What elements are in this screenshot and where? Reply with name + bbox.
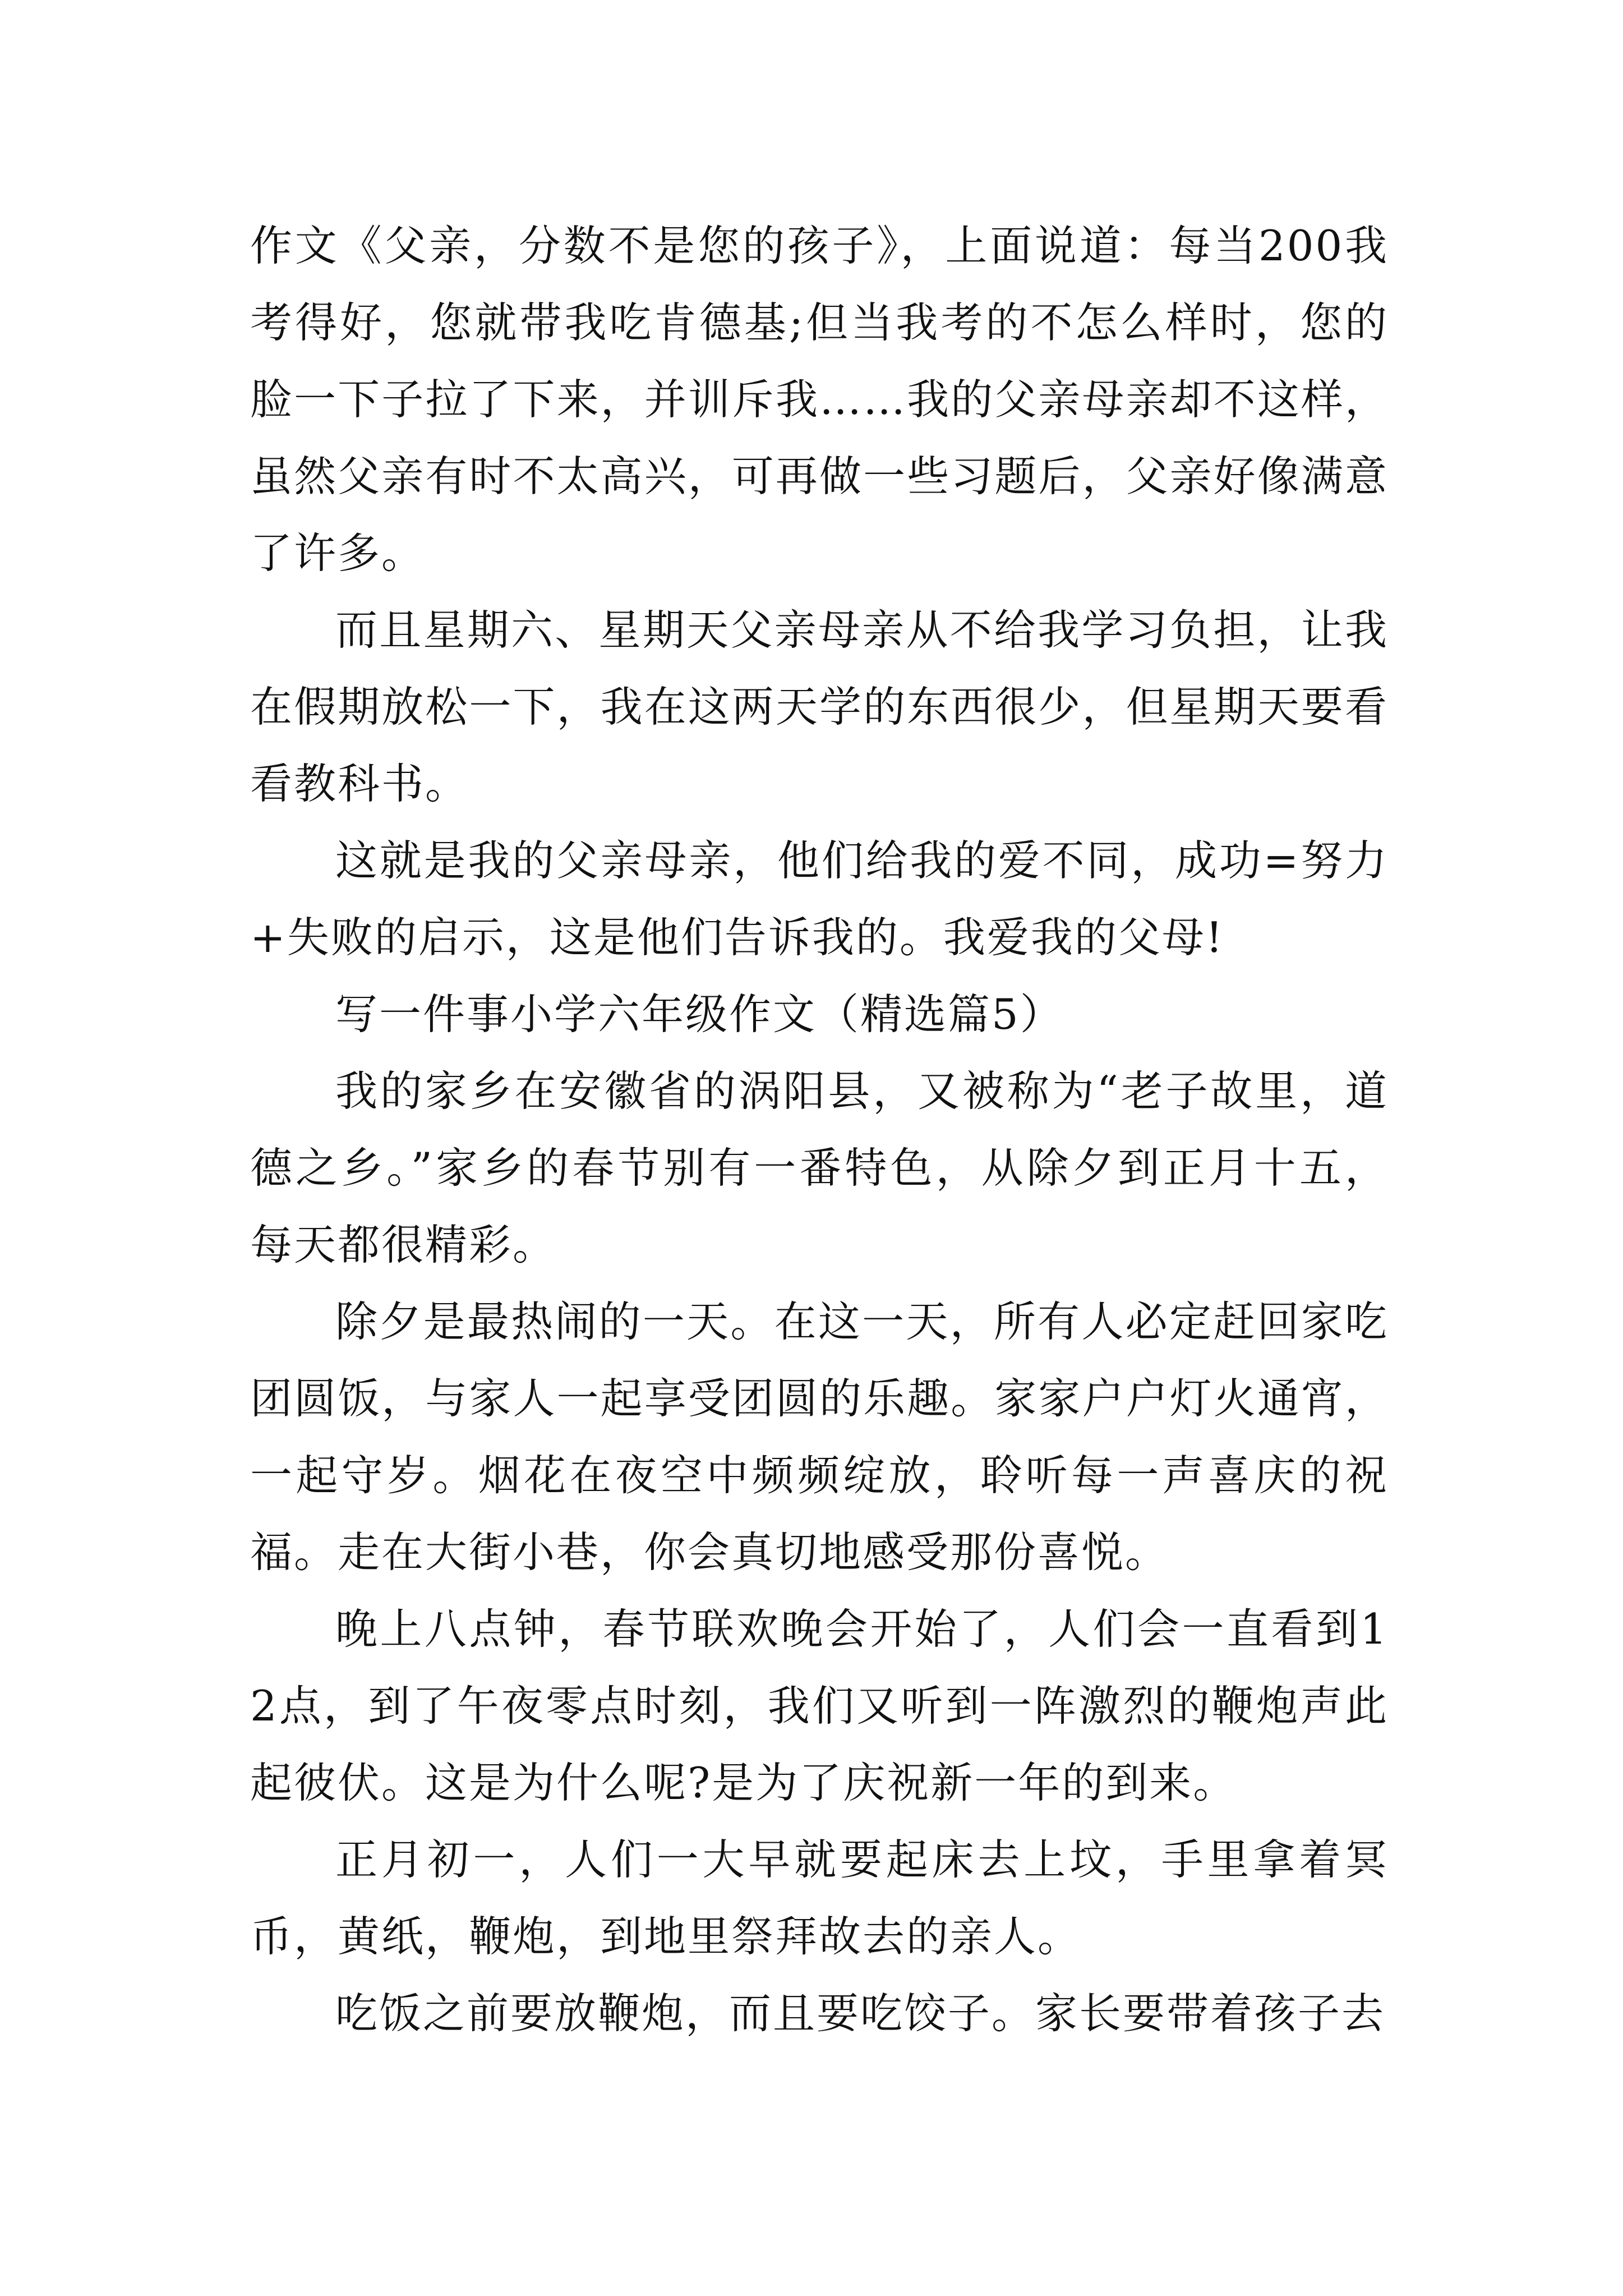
paragraph-new-years-eve: 除夕是最热闹的一天。在这一天，所有人必定赶回家吃团圆饭，与家人一起享受团圆的乐趣。家家户户灯火通宵，一起守岁。烟花在夜空中频频绽放，聆听每一声喜庆的祝福。走在大街小巷，你会真切地感受那份喜悦。	[250, 1297, 1389, 1577]
document-page	[250, 208, 1389, 2052]
paragraph-first-day: 正月初一，人们一大早就要起床去上坟，手里拿着冥币，黄纸，鞭炮，到地里祭拜故去的亲人。	[250, 1835, 1389, 1961]
paragraph-hometown: 我的家乡在安徽省的涡阳县，又被称为“老子故里，道德之乡。”家乡的春节别有一番特色，从除夕到正月十五，每天都很精彩。	[250, 1066, 1389, 1269]
paragraph-dumplings: 吃饭之前要放鞭炮，而且要吃饺子。家长要带着孩子去	[335, 1989, 1386, 2038]
paragraph-gala: 晚上八点钟，春节联欢晚会开始了，人们会一直看到12点，到了午夜零点时刻，我们又听到一阵激烈的鞭炮声此起彼伏。这是为什么呢?是为了庆祝新一年的到来。	[250, 1604, 1389, 1807]
paragraph-weekend: 而且星期六、星期天父亲母亲从不给我学习负担，让我在假期放松一下，我在这两天学的东西很少，但星期天要看看教科书。	[250, 605, 1389, 808]
section-heading: 写一件事小学六年级作文（精选篇5）	[335, 990, 1064, 1039]
paragraph-continued: 作文《父亲，分数不是您的孩子》，上面说道：每当200我考得好，您就带我吃肯德基;但当我考的不怎么样时，您的脸一下子拉了下来，并训斥我……我的父亲母亲却不这样，虽然父亲有时不太高兴，可再做一些习题后，父亲好像满意了许多。	[250, 221, 1389, 578]
paragraph-conclusion: 这就是我的父亲母亲，他们给我的爱不同，成功=努力+失败的启示，这是他们告诉我的。我爱我的父母!	[250, 836, 1389, 962]
